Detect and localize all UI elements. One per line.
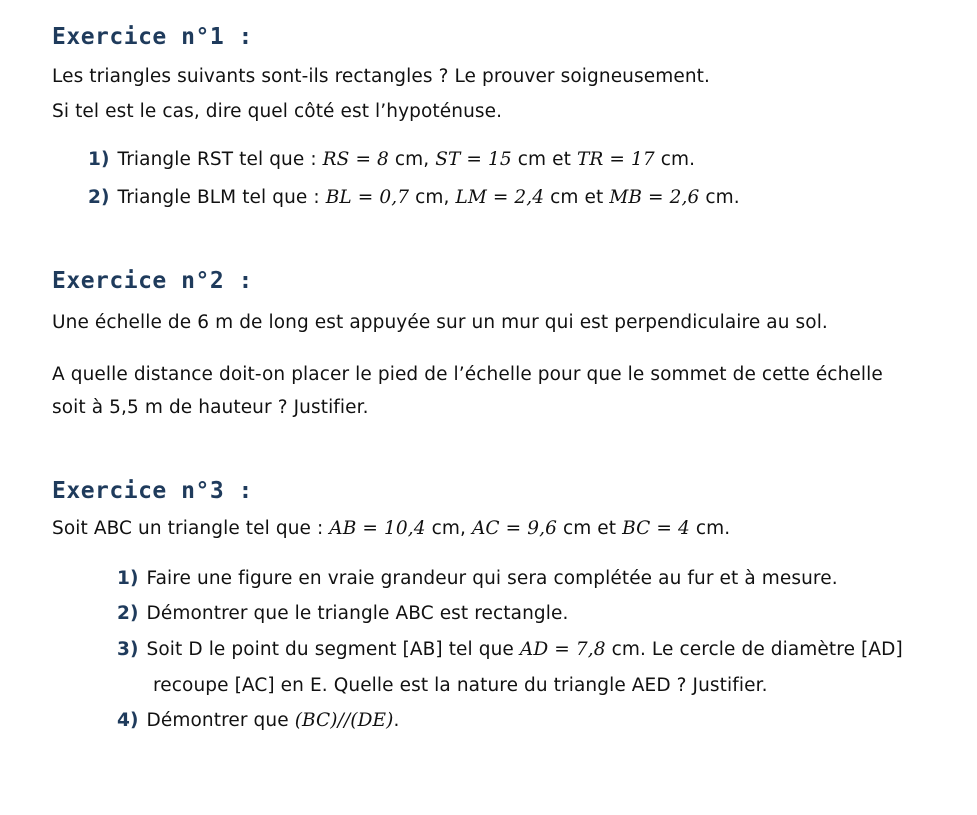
unit-text: cm. bbox=[705, 187, 740, 208]
math-measure: BL = 0,7 bbox=[325, 187, 416, 208]
question-number: 2) bbox=[117, 603, 139, 624]
exercise-3-question-3-continued: recoupe [AC] en E. Quelle est la nature du triangle AED ? Justifier. bbox=[153, 675, 768, 696]
question-number: 3) bbox=[117, 639, 139, 660]
question-number: 1) bbox=[117, 568, 139, 589]
unit-text: cm et bbox=[562, 518, 623, 539]
question-number: 4) bbox=[117, 710, 139, 731]
math-measure: AC = 9,6 bbox=[471, 518, 563, 539]
exercise-3-intro bbox=[52, 518, 730, 539]
question-text: Démontrer que bbox=[146, 710, 295, 731]
math-measure: LM = 2,4 bbox=[455, 187, 551, 208]
item-number: 2) bbox=[88, 187, 110, 208]
exercise-3-question-2 bbox=[117, 603, 568, 624]
unit-text: cm et bbox=[550, 187, 610, 208]
item-text: Triangle RST tel que : bbox=[117, 149, 323, 170]
exercise-1-intro-line-1: Les triangles suivants sont-ils rectangles ? Le prouver soigneusement. bbox=[52, 66, 710, 87]
math-measure: TR = 17 bbox=[576, 149, 661, 170]
math-measure: BC = 4 bbox=[622, 518, 696, 539]
unit-text: cm. bbox=[660, 149, 696, 170]
item-text: Triangle BLM tel que : bbox=[117, 187, 326, 208]
math-expression: (BC)//(DE) bbox=[294, 710, 394, 731]
unit-text: cm. bbox=[695, 518, 731, 539]
unit-text: cm, bbox=[431, 518, 472, 539]
exercise-2-paragraph-1: Une échelle de 6 m de long est appuyée sur un mur qui est perpendiculaire au sol. bbox=[52, 312, 828, 333]
exercise-1-item-2 bbox=[88, 187, 740, 208]
unit-text: cm, bbox=[415, 187, 456, 208]
exercise-1-title: Exercice n°1 : bbox=[52, 24, 253, 50]
question-text: Soit D le point du segment [AB] tel que bbox=[146, 639, 520, 660]
exercise-2-paragraph-3: soit à 5,5 m de hauteur ? Justifier. bbox=[52, 397, 369, 418]
exercise-3-question-1 bbox=[117, 568, 838, 589]
exercise-1-item-1 bbox=[88, 149, 695, 170]
math-measure: RS = 8 bbox=[322, 149, 395, 170]
math-measure: ST = 15 bbox=[435, 149, 518, 170]
exercise-3-title: Exercice n°3 : bbox=[52, 478, 253, 504]
math-measure: AB = 10,4 bbox=[329, 518, 432, 539]
exercise-3-question-4 bbox=[117, 710, 399, 731]
exercise-2-title: Exercice n°2 : bbox=[52, 268, 253, 294]
exercise-1-intro-line-2: Si tel est le cas, dire quel côté est l’hypoténuse. bbox=[52, 101, 503, 122]
math-measure: MB = 2,6 bbox=[609, 187, 706, 208]
unit-text: cm et bbox=[517, 149, 577, 170]
question-text: . bbox=[393, 710, 400, 731]
math-measure: AD = 7,8 bbox=[519, 639, 612, 660]
unit-text: cm, bbox=[394, 149, 436, 170]
question-text: cm. Le cercle de diamètre [AD] bbox=[611, 639, 903, 660]
exercise-2-paragraph-2: A quelle distance doit-on placer le pied de l’échelle pour que le sommet de cette échelle bbox=[52, 364, 883, 385]
intro-text: Soit ABC un triangle tel que : bbox=[52, 518, 330, 539]
item-number: 1) bbox=[88, 149, 110, 170]
question-text: Faire une figure en vraie grandeur qui sera complétée au fur et à mesure. bbox=[146, 568, 838, 589]
question-text: Démontrer que le triangle ABC est rectangle. bbox=[146, 603, 569, 624]
exercise-3-question-3 bbox=[117, 639, 903, 660]
